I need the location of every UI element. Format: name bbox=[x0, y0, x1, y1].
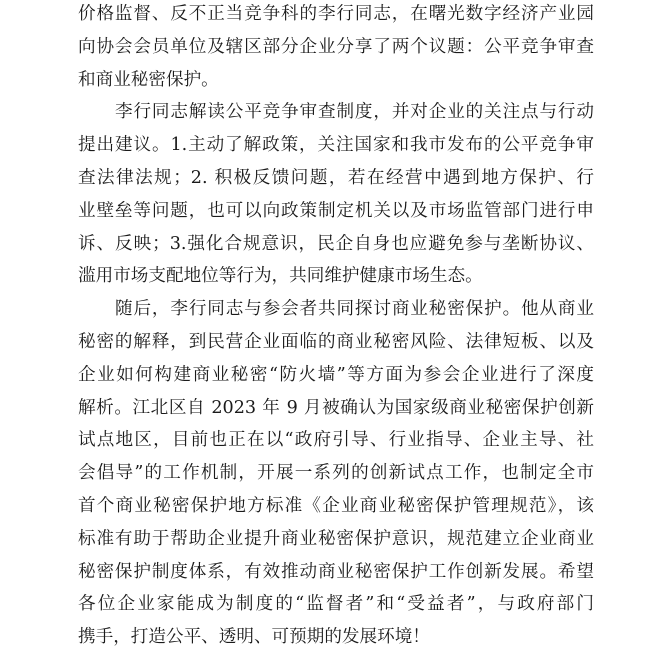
text-line: 秘密保护制度体系，有效推动商业秘密保护工作创新发展。希望 bbox=[78, 561, 594, 582]
text-line: 标准有助于帮助企业提升商业秘密保护意识，规范建立企业商业 bbox=[78, 528, 594, 549]
text-line: 首个商业秘密保护地方标准《企业商业秘密保护管理规范》，该 bbox=[78, 495, 594, 516]
text-line: 价格监督、反不正当竞争科的李行同志，在曙光数字经济产业园 bbox=[78, 4, 594, 24]
document-body bbox=[78, 0, 594, 654]
text-line: 和商业秘密保护。 bbox=[78, 69, 219, 90]
text-line: 随后，李行同志与参会者共同探讨商业秘密保护。他从商业 bbox=[115, 299, 594, 320]
text-line: 诉、反映；3.强化合规意识，民企自身也应避免参与垄断协议、 bbox=[78, 233, 594, 254]
text-line: 各位企业家能成为制度的“监督者”和“受益者”，与政府部门 bbox=[78, 594, 594, 615]
paragraph-3 bbox=[78, 293, 594, 654]
text-line: 业壁垒等问题，也可以向政策制定机关以及市场监管部门进行申 bbox=[78, 200, 594, 221]
paragraph-2 bbox=[78, 96, 594, 293]
text-line: 携手，打造公平、透明、可预期的发展环境！ bbox=[78, 627, 430, 648]
text-line: 李行同志解读公平竞争审查制度，并对企业的关注点与行动 bbox=[115, 102, 594, 123]
text-line: 企业如何构建商业秘密“防火墙”等方面为参会企业进行了深度 bbox=[78, 364, 594, 385]
text-line: 试点地区，目前也正在以“政府引导、行业指导、企业主导、社 bbox=[78, 430, 594, 451]
paragraph-1 bbox=[78, 0, 594, 96]
text-line: 滥用市场支配地位等行为，共同维护健康市场生态。 bbox=[78, 266, 483, 287]
text-line: 提出建议。1.主动了解政策，关注国家和我市发布的公平竞争审 bbox=[78, 135, 594, 156]
text-line: 会倡导”的工作机制，开展一系列的创新试点工作，也制定全市 bbox=[78, 463, 594, 484]
text-line: 秘密的解释，到民营企业面临的商业秘密风险、法律短板、以及 bbox=[78, 331, 594, 352]
text-line: 向协会会员单位及辖区部分企业分享了两个议题：公平竞争审查 bbox=[78, 36, 594, 57]
text-line: 查法律法规；2. 积极反馈问题，若在经营中遇到地方保护、行 bbox=[78, 167, 594, 188]
text-line: 解析。江北区自 2023 年 9 月被确认为国家级商业秘密保护创新 bbox=[78, 397, 594, 418]
